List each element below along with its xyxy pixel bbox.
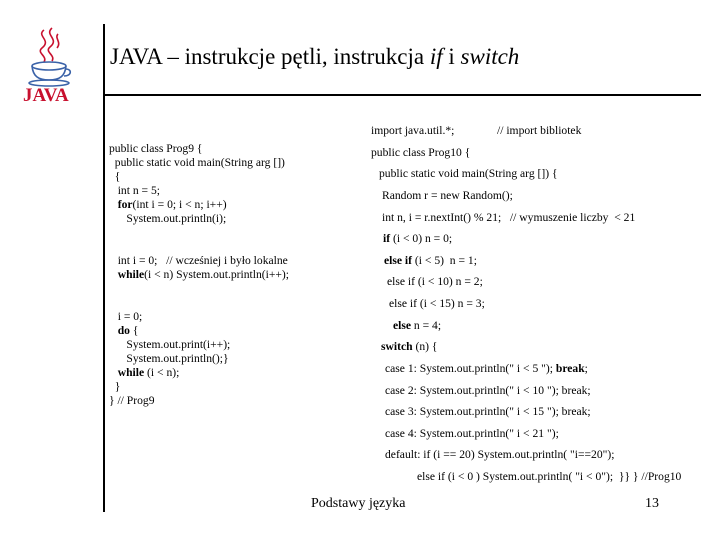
code-line: do { bbox=[117, 324, 139, 337]
code-line: i = 0; bbox=[109, 310, 143, 323]
code-keyword: for bbox=[117, 198, 133, 211]
code-line-switch: switch (n) { bbox=[381, 340, 438, 353]
code-line: public static void main(String arg []) bbox=[109, 156, 285, 169]
code-line bbox=[109, 296, 289, 310]
code-line: int n = 5; bbox=[109, 184, 160, 197]
footer-title: Podstawy języka bbox=[311, 496, 406, 511]
code-line-else-if-15: else if (i < 15) n = 3; bbox=[389, 297, 485, 310]
code-line-default: default: if (i == 20) System.out.println( "i==20"); bbox=[385, 448, 615, 461]
code-line bbox=[109, 240, 289, 254]
code-line-else-if-5: else if (i < 5) n = 1; bbox=[384, 254, 477, 267]
code-line: System.out.print(i++); bbox=[109, 338, 231, 351]
code-line-case-2: case 2: System.out.println(" i < 10 "); break; bbox=[385, 384, 591, 397]
code-line: } // Prog9 bbox=[109, 394, 155, 407]
code-line-main: public static void main(String arg []) { bbox=[379, 167, 558, 180]
code-line bbox=[109, 226, 289, 240]
java-logo-text: JAVA bbox=[23, 85, 69, 106]
title-underline bbox=[103, 94, 701, 96]
page-number: 13 bbox=[645, 496, 659, 511]
code-line: { bbox=[109, 170, 121, 183]
code-line-case-4: case 4: System.out.println(" i < 21 "); bbox=[385, 427, 559, 440]
code-line-case-3: case 3: System.out.println(" i < 15 "); break; bbox=[385, 405, 591, 418]
left-code-block bbox=[109, 142, 289, 408]
code-keyword: while bbox=[117, 268, 145, 281]
java-logo bbox=[22, 24, 76, 106]
code-line: for(int i = 0; i < n; i++) bbox=[117, 198, 227, 211]
code-line-else: else n = 4; bbox=[393, 319, 442, 332]
code-keyword: do bbox=[117, 324, 130, 337]
code-line: public class Prog9 { bbox=[109, 142, 203, 155]
code-line: } bbox=[109, 380, 121, 393]
code-line: while (i < n); bbox=[117, 366, 180, 379]
code-line-else-if-10: else if (i < 10) n = 2; bbox=[387, 275, 483, 288]
code-line-case-1: case 1: System.out.println(" i < 5 "); break; bbox=[385, 362, 588, 375]
code-keyword: while bbox=[117, 366, 145, 379]
code-line bbox=[109, 282, 289, 296]
code-line: System.out.println();} bbox=[109, 352, 229, 365]
code-line: int i = 0; // wcześniej i było lokalne bbox=[109, 254, 288, 267]
code-line-random: Random r = new Random(); bbox=[382, 189, 513, 202]
code-line-if: if (i < 0) n = 0; bbox=[383, 232, 453, 245]
code-line-else-final: else if (i < 0 ) System.out.println( "i < 0"); }} } //Prog10 bbox=[417, 470, 682, 483]
vertical-rule bbox=[103, 24, 105, 512]
code-comment-import: // import bibliotek bbox=[497, 124, 582, 137]
code-line: System.out.println(i); bbox=[109, 212, 227, 225]
code-line-import: import java.util.*; bbox=[371, 124, 455, 137]
code-line-class: public class Prog10 { bbox=[371, 146, 471, 159]
code-line-nextint: int n, i = r.nextInt() % 21; // wymuszenie liczby < 21 bbox=[382, 211, 636, 224]
page-title: JAVA – instrukcje pętli, instrukcja if i switch bbox=[110, 44, 520, 69]
code-line: while(i < n) System.out.println(i++); bbox=[117, 268, 290, 281]
